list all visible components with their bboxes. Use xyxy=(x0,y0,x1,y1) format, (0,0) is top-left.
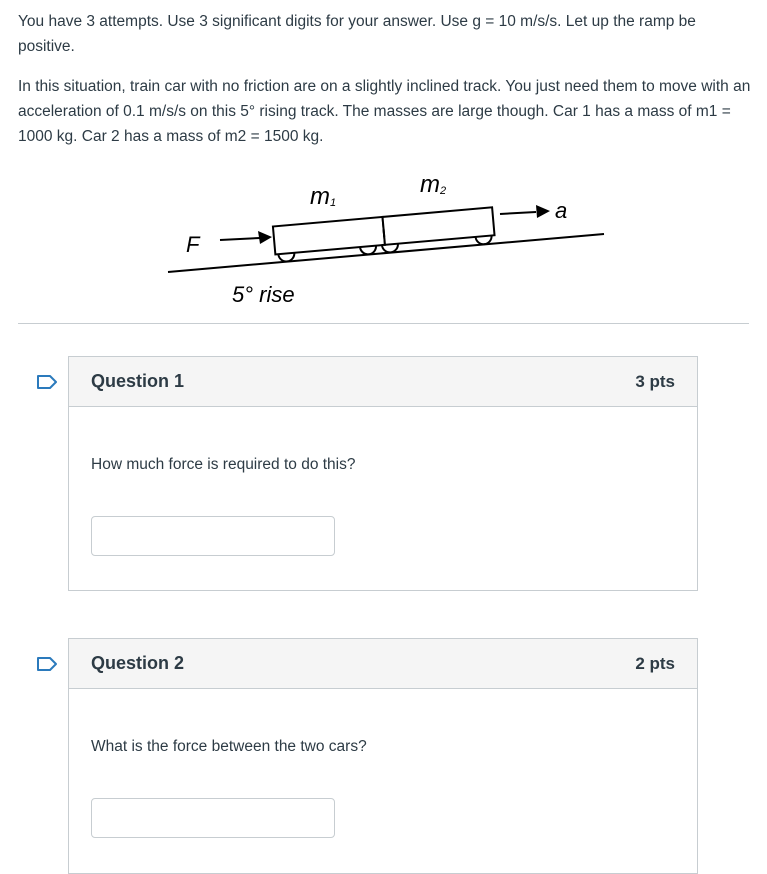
instructions-text: You have 3 attempts. Use 3 significant digits for your answer. Use g = 10 m/s/s. Let up the ramp be positive. xyxy=(18,13,696,55)
force-arrow xyxy=(220,238,260,240)
mass1-label: m xyxy=(310,183,330,210)
question-header xyxy=(69,639,697,689)
question-points: 3 pts xyxy=(635,371,675,391)
acceleration-label: a xyxy=(555,198,568,223)
car-2 xyxy=(383,207,495,244)
question-flag-icon[interactable] xyxy=(36,656,58,672)
divider xyxy=(18,323,749,324)
acceleration-arrow xyxy=(500,212,536,214)
angle-label: 5° rise xyxy=(232,282,295,307)
question-title: Question 2 xyxy=(91,653,185,673)
question-title: Question 1 xyxy=(91,371,185,391)
answer-input[interactable] xyxy=(91,798,335,838)
question-points: 2 pts xyxy=(635,653,675,673)
force-label: F xyxy=(186,232,200,257)
car-1 xyxy=(273,217,385,254)
question-prompt: What is the force between the two cars? xyxy=(91,738,367,755)
question-flag-icon[interactable] xyxy=(36,374,58,390)
question-prompt: How much force is required to do this? xyxy=(91,456,356,473)
svg-text:m2: m2 xyxy=(420,171,447,198)
svg-text:m1: m1 xyxy=(310,183,337,210)
answer-input[interactable] xyxy=(91,516,335,556)
incline-diagram xyxy=(160,168,620,318)
question-card-1 xyxy=(68,356,698,591)
question-card-2 xyxy=(68,638,698,874)
problem-description: In this situation, train car with no friction are on a slightly inclined track. You just need them to move with an acceleration of 0.1 m/s/s on this 5° rising track. The masses are large though. Car 1 has a mass of m1 = 1000 kg. Car 2 has a mass of m2 = 1500 kg. xyxy=(18,78,751,145)
question-header xyxy=(69,357,697,407)
mass2-label: m xyxy=(420,171,440,198)
